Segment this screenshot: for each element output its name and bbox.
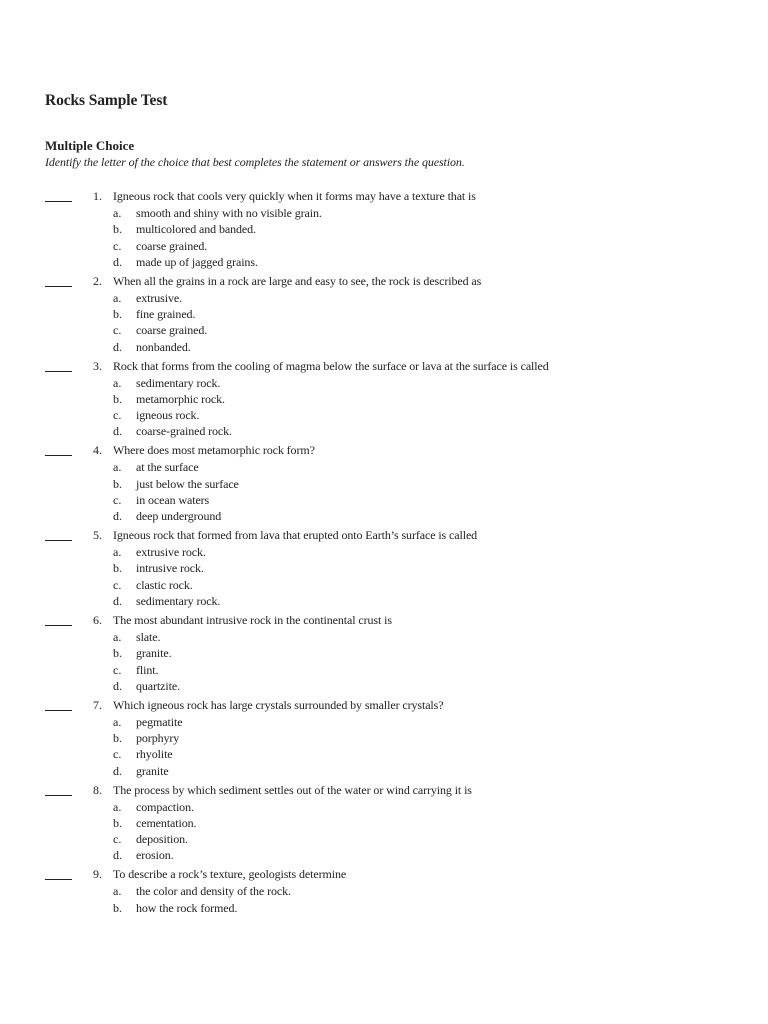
answer-choice [0, 423, 768, 439]
choice-letter: b. [113, 900, 122, 915]
question-number: 6. [93, 612, 102, 627]
answer-choice [0, 290, 768, 306]
answer-blank[interactable] [45, 371, 72, 372]
choice-text: just below the surface [136, 476, 239, 491]
choice-letter: d. [113, 763, 122, 778]
choice-letter: d. [113, 339, 122, 354]
choice-text: erosion. [136, 848, 174, 863]
answer-choice [0, 459, 768, 475]
choice-text: the color and density of the rock. [136, 884, 291, 899]
choice-letter: c. [113, 492, 122, 507]
question-row [0, 782, 768, 799]
answer-choice [0, 508, 768, 524]
answer-choice [0, 205, 768, 221]
question-row [0, 442, 768, 459]
choice-letter: d. [113, 594, 122, 609]
answer-choice [0, 322, 768, 338]
choice-letter: c. [113, 662, 122, 677]
answer-choice [0, 476, 768, 492]
choice-text: igneous rock. [136, 408, 200, 423]
question-number: 2. [93, 273, 102, 288]
answer-choice [0, 847, 768, 863]
choice-text: clastic rock. [136, 577, 193, 592]
page-title: Rocks Sample Test [45, 92, 168, 109]
choice-letter: b. [113, 731, 122, 746]
question-item [0, 782, 768, 867]
question-text: The most abundant intrusive rock in the continental crust is [113, 612, 392, 627]
question-item [0, 866, 768, 951]
answer-choice [0, 831, 768, 847]
choice-text: in ocean waters [136, 492, 210, 507]
question-row [0, 612, 768, 629]
choice-text: coarse grained. [136, 238, 208, 253]
choice-text: extrusive. [136, 290, 182, 305]
question-text: When all the grains in a rock are large and easy to see, the rock is described as [113, 273, 482, 288]
answer-choice [0, 746, 768, 762]
choice-text: granite [136, 763, 169, 778]
choice-text: how the rock formed. [136, 900, 238, 915]
question-text: Igneous rock that formed from lava that erupted onto Earth’s surface is called [113, 528, 478, 543]
answer-choice [0, 407, 768, 423]
answer-choice [0, 799, 768, 815]
choice-letter: a. [113, 629, 122, 644]
question-number: 9. [93, 867, 102, 882]
question-row [0, 697, 768, 714]
choice-text: fine grained. [136, 307, 196, 322]
answer-blank[interactable] [45, 879, 72, 880]
answer-choice [0, 492, 768, 508]
choice-letter: c. [113, 832, 122, 847]
answer-choice [0, 883, 768, 899]
question-item [0, 273, 768, 358]
question-number: 3. [93, 358, 102, 373]
choice-text: smooth and shiny with no visible grain. [136, 206, 322, 220]
question-item [0, 188, 768, 273]
choice-letter: b. [113, 815, 122, 830]
answer-choice [0, 560, 768, 576]
choice-letter: c. [113, 408, 122, 423]
answer-blank[interactable] [45, 201, 72, 202]
answer-choice [0, 375, 768, 391]
answer-choice [0, 339, 768, 355]
choice-letter: a. [113, 714, 122, 729]
question-text: The process by which sediment settles out of the water or wind carrying it is [113, 782, 472, 797]
question-item [0, 697, 768, 782]
answer-choice [0, 629, 768, 645]
choice-letter: b. [113, 646, 122, 661]
choice-text: extrusive rock. [136, 545, 206, 560]
choice-text: made up of jagged grains. [136, 254, 258, 269]
choice-letter: b. [113, 391, 122, 406]
answer-choice [0, 593, 768, 609]
answer-blank[interactable] [45, 795, 72, 796]
choice-text: deep underground [136, 509, 222, 524]
choice-letter: a. [113, 460, 122, 475]
choice-letter: d. [113, 424, 122, 439]
choice-text: sedimentary rock. [136, 594, 221, 609]
question-row [0, 866, 768, 883]
choice-letter: c. [113, 323, 122, 338]
answer-choice [0, 645, 768, 661]
choice-letter: c. [113, 238, 122, 253]
choice-text: at the surface [136, 460, 199, 475]
answer-choice [0, 238, 768, 254]
answer-blank[interactable] [45, 625, 72, 626]
answer-choice [0, 306, 768, 322]
question-item [0, 612, 768, 697]
answer-choice [0, 577, 768, 593]
answer-blank[interactable] [45, 540, 72, 541]
answer-choice [0, 714, 768, 730]
choice-letter: d. [113, 254, 122, 269]
choice-text: pegmatite [136, 714, 183, 729]
choice-text: coarse-grained rock. [136, 424, 232, 439]
choice-letter: d. [113, 678, 122, 693]
choice-text: deposition. [136, 832, 188, 847]
choice-text: cementation. [136, 815, 197, 830]
answer-choice [0, 221, 768, 237]
section-heading: Multiple Choice [45, 138, 135, 153]
answer-choice [0, 391, 768, 407]
choice-letter: d. [113, 848, 122, 863]
question-row [0, 188, 768, 205]
choice-text: slate. [136, 629, 161, 644]
question-text: Rock that forms from the cooling of magma below the surface or lava at the surface is called [113, 358, 549, 373]
answer-choice [0, 678, 768, 694]
choice-letter: a. [113, 799, 122, 814]
choice-text: nonbanded. [136, 339, 191, 354]
question-row [0, 358, 768, 375]
choice-text: multicolored and banded. [136, 222, 256, 237]
choice-text: intrusive rock. [136, 561, 204, 576]
choice-text: metamorphic rock. [136, 391, 225, 406]
choice-letter: a. [113, 206, 122, 220]
question-item [0, 358, 768, 443]
choice-letter: a. [113, 375, 122, 390]
question-number: 1. [93, 189, 102, 203]
choice-text: flint. [136, 662, 159, 677]
question-number: 4. [93, 443, 102, 458]
answer-choice [0, 900, 768, 916]
answer-blank[interactable] [45, 710, 72, 711]
choice-letter: b. [113, 561, 122, 576]
choice-letter: a. [113, 884, 122, 899]
choice-letter: b. [113, 222, 122, 237]
question-item [0, 442, 768, 527]
answer-choice [0, 254, 768, 270]
question-number: 8. [93, 782, 102, 797]
answer-choice [0, 662, 768, 678]
question-item [0, 527, 768, 612]
choice-text: rhyolite [136, 747, 173, 762]
choice-letter: a. [113, 545, 122, 560]
answer-choice [0, 763, 768, 779]
question-row [0, 273, 768, 290]
answer-choice [0, 730, 768, 746]
choice-letter: b. [113, 307, 122, 322]
choice-text: granite. [136, 646, 172, 661]
choice-text: coarse grained. [136, 323, 208, 338]
choice-letter: b. [113, 476, 122, 491]
choice-letter: a. [113, 290, 122, 305]
answer-choice [0, 815, 768, 831]
question-list [0, 188, 768, 951]
question-number: 5. [93, 528, 102, 543]
question-text: To describe a rock’s texture, geologists determine [113, 867, 347, 882]
choice-letter: c. [113, 577, 122, 592]
question-number: 7. [93, 697, 102, 712]
choice-letter: c. [113, 747, 122, 762]
choice-text: quartzite. [136, 678, 180, 693]
choice-text: sedimentary rock. [136, 375, 221, 390]
question-text: Where does most metamorphic rock form? [113, 443, 315, 458]
section-instructions: Identify the letter of the choice that best completes the statement or answers the question. [45, 155, 465, 169]
answer-blank[interactable] [45, 455, 72, 456]
choice-text: porphyry [136, 731, 180, 746]
answer-choice [0, 544, 768, 560]
choice-text: compaction. [136, 799, 194, 814]
question-text: Igneous rock that cools very quickly when it forms may have a texture that is [113, 189, 476, 203]
question-text: Which igneous rock has large crystals surrounded by smaller crystals? [113, 697, 444, 712]
answer-blank[interactable] [45, 286, 72, 287]
choice-letter: d. [113, 509, 122, 524]
question-row [0, 527, 768, 544]
